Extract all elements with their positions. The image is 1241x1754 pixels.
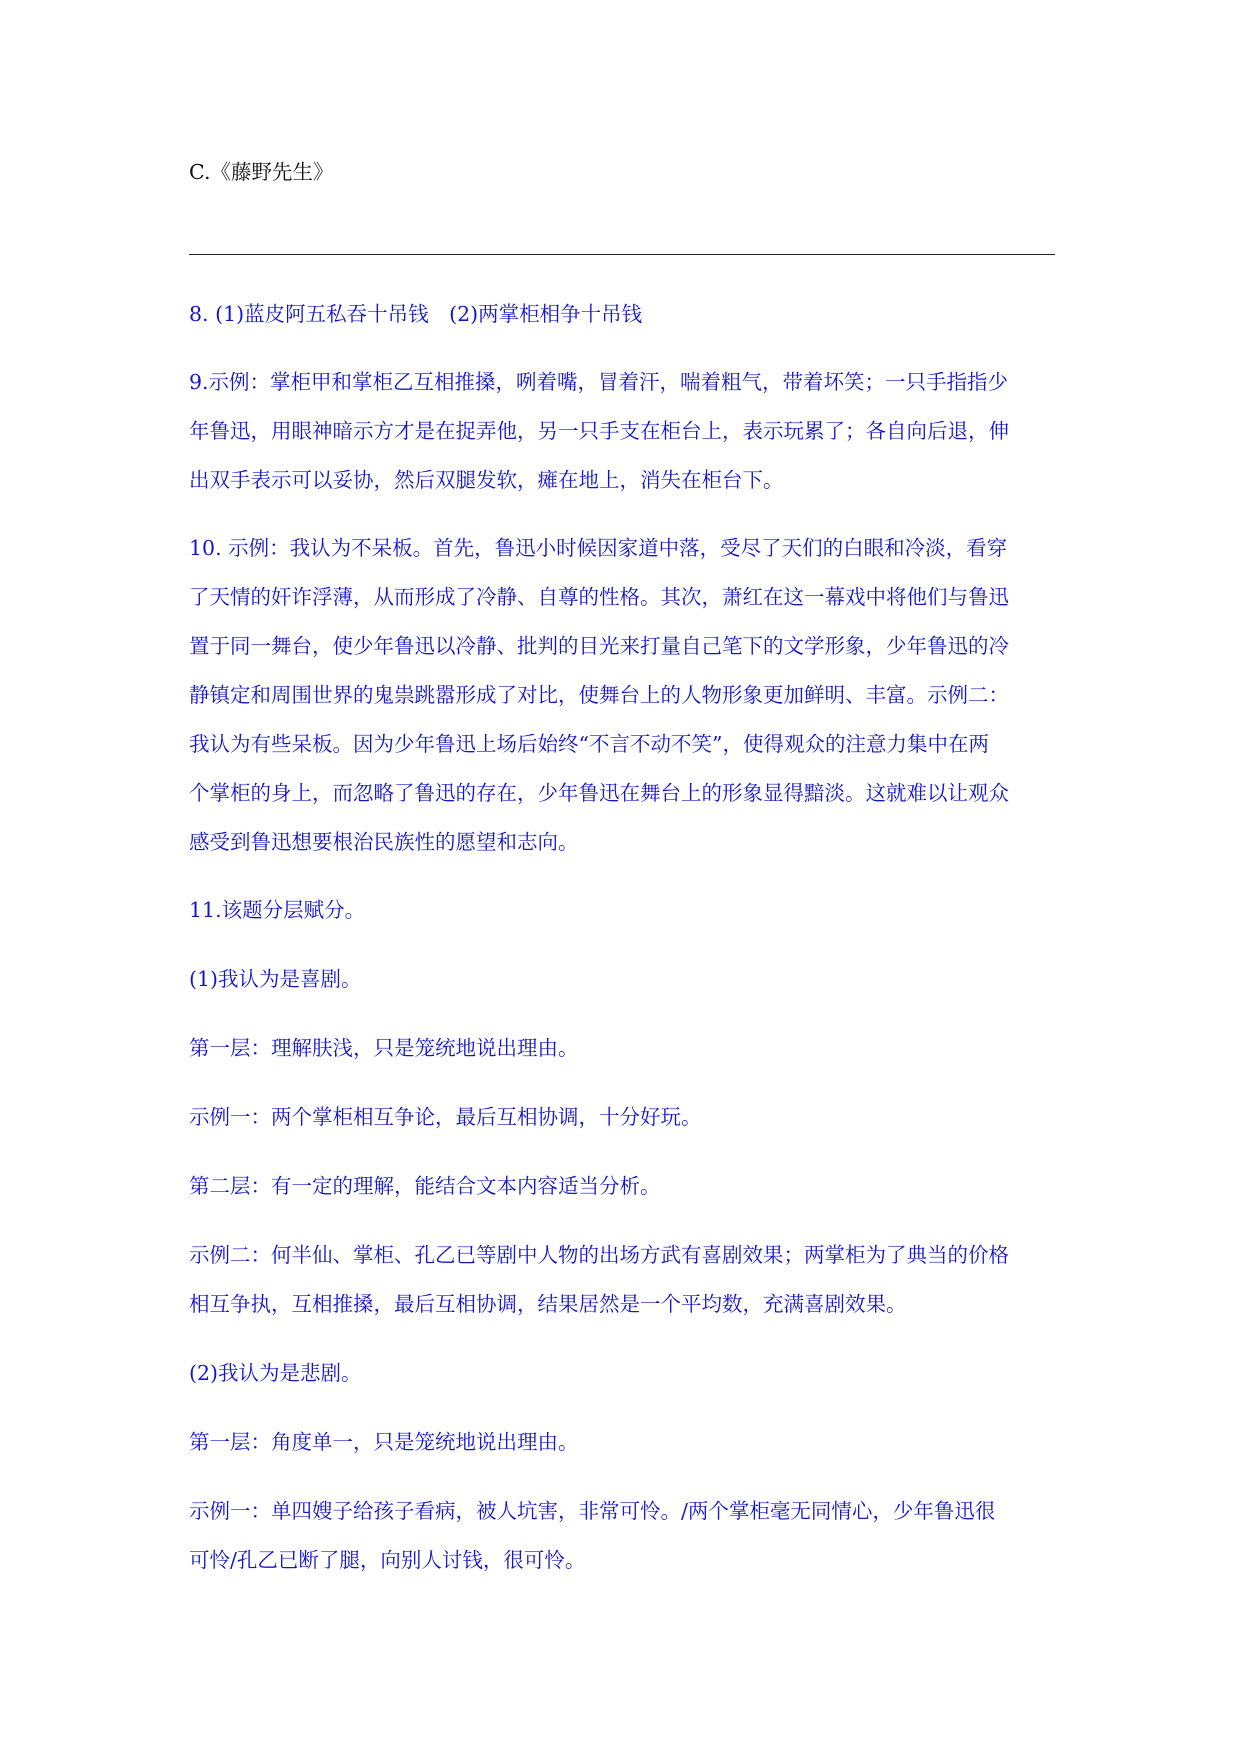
answer-10-line-7: 感受到鲁迅想要根治民族性的愿望和志向。 (189, 830, 579, 854)
answer-11-part-2: (2)我认为是悲剧。 (189, 1361, 362, 1385)
answer-8-line: 8. (1)蓝皮阿五私吞十吊钱 (2)两掌柜相争十吊钱 (189, 302, 643, 326)
answer-10-line-2: 了天情的奸诈浮薄，从而形成了冷静、自尊的性格。其次，萧红在这一幕戏中将他们与鲁迅 (189, 585, 1009, 609)
answer-9-line-3: 出双手表示可以妥协，然后双腿发软，瘫在地上，消失在柜台下。 (189, 468, 784, 492)
answer-11-level-1a: 第一层：理解肤浅，只是笼统地说出理由。 (189, 1036, 579, 1060)
answer-11-level-1b: 第一层：角度单一，只是笼统地说出理由。 (189, 1430, 579, 1454)
answer-11-example-1b-line-1: 示例一：单四嫂子给孩子看病，被人坑害，非常可怜。/两个掌柜毫无同情心，少年鲁迅很 (189, 1499, 996, 1523)
answer-9-line-1: 9.示例：掌柜甲和掌柜乙互相推搡，咧着嘴，冒着汗，喘着粗气，带着坏笑；一只手指指少 (189, 370, 1009, 394)
divider-line (189, 254, 1055, 255)
answer-10-line-4: 静镇定和周围世界的鬼祟跳嚣形成了对比，使舞台上的人物形象更加鲜明、丰富。示例二： (189, 683, 1009, 707)
answer-9-line-2: 年鲁迅，用眼神暗示方才是在捉弄他，另一只手支在柜台上，表示玩累了；各自向后退，伸 (189, 419, 1009, 443)
answer-11-example-1a: 示例一：两个掌柜相互争论，最后互相协调，十分好玩。 (189, 1105, 702, 1129)
answer-11-example-1b-line-2: 可怜/孔乙已断了腿，向别人讨钱，很可怜。 (189, 1548, 586, 1572)
answer-10-line-6: 个掌柜的身上，而忽略了鲁迅的存在，少年鲁迅在舞台上的形象显得黯淡。这就难以让观众 (189, 781, 1009, 805)
answer-11-level-2a: 第二层：有一定的理解，能结合文本内容适当分析。 (189, 1174, 661, 1198)
answer-11-example-2a-line-2: 相互争执，互相推搡，最后互相协调，结果居然是一个平均数，充满喜剧效果。 (189, 1292, 907, 1316)
answer-11-heading: 11.该题分层赋分。 (189, 898, 366, 922)
answer-10-line-5: 我认为有些呆板。因为少年鲁迅上场后始终“不言不动不笑”，使得观众的注意力集中在两 (189, 732, 989, 756)
answer-10-line-1: 10. 示例：我认为不呆板。首先，鲁迅小时候因家道中落，受尽了天们的白眼和冷淡，看穿 (189, 536, 1008, 560)
option-c-line: C.《藤野先生》 (189, 160, 334, 184)
answer-11-example-2a-line-1: 示例二：何半仙、掌柜、孔乙已等剧中人物的出场方武有喜剧效果；两掌柜为了典当的价格 (189, 1243, 1009, 1267)
answer-10-line-3: 置于同一舞台，使少年鲁迅以冷静、批判的目光来打量自己笔下的文学形象，少年鲁迅的冷 (189, 634, 1009, 658)
answer-11-part-1: (1)我认为是喜剧。 (189, 967, 362, 991)
